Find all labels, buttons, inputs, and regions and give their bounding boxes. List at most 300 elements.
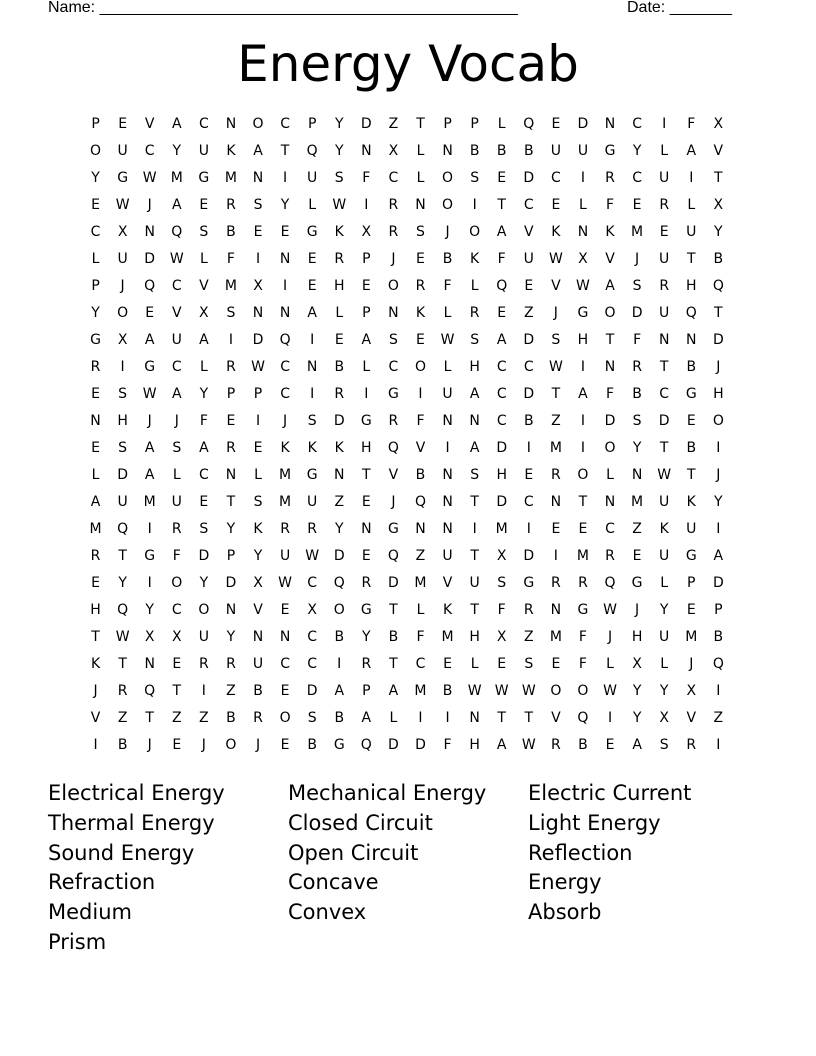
grid-letter: U bbox=[198, 629, 209, 645]
grid-letter: A bbox=[144, 440, 155, 456]
grid-letter: N bbox=[686, 332, 697, 348]
grid-letter: Z bbox=[334, 494, 345, 510]
grid-letter: I bbox=[472, 521, 477, 537]
grid-letter: A bbox=[171, 386, 182, 402]
grid-letter: N bbox=[361, 143, 372, 159]
grid-letter: N bbox=[144, 224, 155, 240]
grid-letter: A bbox=[199, 332, 209, 348]
grid-letter: V bbox=[253, 602, 263, 618]
grid-letter: I bbox=[662, 116, 667, 132]
grid-letter: C bbox=[605, 521, 615, 537]
grid-letter: D bbox=[712, 332, 724, 348]
grid-letter: R bbox=[226, 197, 236, 213]
grid-letter: N bbox=[334, 467, 345, 483]
grid-letter: F bbox=[578, 629, 587, 645]
grid-letter: M bbox=[549, 629, 562, 645]
grid-letter: I bbox=[147, 575, 152, 591]
grid-letter: N bbox=[604, 116, 616, 132]
grid-letter: P bbox=[687, 575, 696, 591]
grid-letter: Y bbox=[91, 305, 100, 321]
grid-letter: T bbox=[416, 116, 425, 132]
grid-letter: C bbox=[523, 494, 534, 510]
grid-letter: V bbox=[551, 710, 561, 726]
grid-row bbox=[82, 165, 732, 192]
grid-letter: D bbox=[144, 251, 156, 267]
grid-letter: W bbox=[548, 359, 563, 375]
grid-letter: N bbox=[577, 224, 589, 240]
grid-letter: G bbox=[604, 143, 616, 159]
grid-letter: N bbox=[469, 710, 480, 726]
grid-letter: T bbox=[172, 683, 182, 699]
grid-letter: V bbox=[199, 278, 209, 294]
grid-letter: A bbox=[686, 143, 697, 159]
grid-letter: N bbox=[90, 413, 101, 429]
grid-letter: K bbox=[686, 494, 696, 510]
grid-letter: J bbox=[689, 656, 694, 672]
grid-letter: Y bbox=[632, 143, 642, 159]
word-list-item: Medium bbox=[48, 900, 132, 925]
grid-letter: B bbox=[226, 710, 236, 726]
word-list-item: Closed Circuit bbox=[288, 810, 433, 835]
grid-letter: N bbox=[361, 521, 372, 537]
grid-letter: Y bbox=[172, 143, 182, 159]
grid-letter: G bbox=[360, 413, 372, 429]
grid-letter: O bbox=[712, 413, 724, 429]
grid-letter: O bbox=[442, 170, 454, 186]
grid-letter: B bbox=[523, 143, 534, 159]
grid-letter: S bbox=[524, 656, 534, 672]
grid-letter: R bbox=[90, 359, 101, 375]
grid-row bbox=[82, 354, 732, 381]
grid-letter: E bbox=[551, 116, 561, 132]
grid-letter: Y bbox=[118, 575, 127, 591]
grid-letter: D bbox=[496, 440, 508, 456]
grid-letter: E bbox=[497, 656, 507, 672]
grid-letter: N bbox=[658, 332, 670, 348]
grid-letter: V bbox=[171, 305, 182, 321]
word-list-item: Concave bbox=[288, 870, 379, 895]
grid-letter: A bbox=[496, 737, 507, 753]
grid-letter: Y bbox=[334, 116, 344, 132]
grid-letter: E bbox=[416, 332, 425, 348]
grid-letter: S bbox=[388, 332, 398, 348]
grid-letter: U bbox=[117, 251, 128, 267]
grid-letter: D bbox=[360, 116, 372, 132]
grid-letter: C bbox=[171, 278, 182, 294]
grid-letter: H bbox=[577, 332, 589, 348]
grid-letter: X bbox=[713, 116, 724, 132]
grid-letter: P bbox=[91, 116, 100, 132]
grid-letter: N bbox=[550, 494, 562, 510]
grid-letter: J bbox=[391, 251, 396, 267]
grid-letter: J bbox=[607, 629, 613, 645]
word-list-item: Convex bbox=[288, 900, 367, 925]
grid-letter: C bbox=[280, 386, 290, 402]
grid-letter: K bbox=[334, 224, 344, 240]
grid-letter: D bbox=[577, 116, 589, 132]
grid-letter: D bbox=[523, 386, 535, 402]
grid-letter: L bbox=[470, 656, 479, 672]
grid-letter: S bbox=[199, 521, 209, 537]
grid-row bbox=[82, 489, 732, 516]
grid-letter: I bbox=[526, 440, 531, 456]
grid-letter: Q bbox=[117, 521, 129, 537]
grid-letter: Z bbox=[171, 710, 182, 726]
grid-letter: S bbox=[632, 278, 642, 294]
word-list-item: Sound Energy bbox=[48, 840, 195, 865]
grid-letter: C bbox=[659, 386, 670, 402]
grid-letter: C bbox=[280, 116, 290, 132]
grid-letter: A bbox=[632, 737, 642, 753]
grid-letter: M bbox=[224, 278, 237, 294]
grid-letter: Y bbox=[632, 683, 642, 699]
grid-letter: H bbox=[90, 602, 101, 618]
grid-letter: J bbox=[93, 683, 98, 699]
grid-letter: L bbox=[308, 197, 317, 213]
grid-letter: E bbox=[524, 467, 534, 483]
grid-letter: R bbox=[605, 548, 615, 564]
grid-letter: I bbox=[93, 737, 98, 753]
grid-letter: E bbox=[524, 278, 534, 294]
grid-letter: Z bbox=[226, 683, 236, 699]
grid-letter: E bbox=[118, 116, 128, 132]
grid-letter: L bbox=[660, 143, 669, 159]
grid-letter: J bbox=[174, 413, 179, 429]
grid-letter: L bbox=[579, 197, 587, 213]
grid-letter: H bbox=[713, 386, 724, 402]
grid-letter: A bbox=[605, 278, 615, 294]
grid-letter: C bbox=[632, 170, 642, 186]
grid-letter: T bbox=[605, 332, 615, 348]
grid-letter: P bbox=[91, 278, 100, 294]
grid-letter: G bbox=[631, 575, 643, 591]
grid-letter: F bbox=[199, 413, 208, 429]
grid-letter: I bbox=[418, 386, 423, 402]
grid-letter: Q bbox=[333, 575, 345, 591]
grid-letter: Z bbox=[551, 413, 561, 429]
grid-letter: K bbox=[307, 440, 317, 456]
grid-letter: J bbox=[445, 224, 450, 240]
grid-letter: R bbox=[198, 656, 209, 672]
grid-letter: M bbox=[414, 575, 427, 591]
grid-letter: V bbox=[686, 710, 697, 726]
grid-letter: D bbox=[306, 683, 318, 699]
grid-letter: T bbox=[470, 602, 479, 618]
grid-letter: R bbox=[686, 737, 697, 753]
grid-letter: V bbox=[90, 710, 101, 726]
grid-letter: Q bbox=[144, 278, 156, 294]
grid-letter: G bbox=[387, 386, 399, 402]
grid-letter: M bbox=[549, 440, 562, 456]
grid-letter: F bbox=[443, 278, 452, 294]
grid-letter: Y bbox=[334, 143, 344, 159]
grid-letter: P bbox=[714, 602, 723, 618]
grid-letter: E bbox=[253, 224, 263, 240]
grid-letter: S bbox=[470, 332, 480, 348]
grid-row bbox=[82, 300, 732, 327]
grid-letter: A bbox=[171, 197, 182, 213]
grid-letter: B bbox=[117, 737, 128, 753]
grid-letter: E bbox=[91, 440, 100, 456]
grid-letter: B bbox=[253, 683, 263, 699]
date-field[interactable]: Date: _______ bbox=[627, 0, 732, 16]
grid-letter: K bbox=[415, 305, 426, 321]
grid-letter: W bbox=[115, 197, 130, 213]
grid-letter: N bbox=[225, 602, 237, 618]
grid-letter: U bbox=[577, 143, 589, 159]
grid-letter: Z bbox=[415, 548, 426, 564]
grid-letter: S bbox=[118, 386, 128, 402]
grid-letter: M bbox=[224, 170, 237, 186]
grid-letter: E bbox=[551, 656, 561, 672]
grid-letter: F bbox=[416, 629, 425, 645]
grid-letter: U bbox=[442, 386, 453, 402]
word-list-item: Mechanical Energy bbox=[288, 781, 487, 805]
grid-letter: L bbox=[443, 359, 452, 375]
grid-letter: V bbox=[415, 440, 426, 456]
grid-letter: N bbox=[442, 413, 453, 429]
grid-letter: E bbox=[172, 656, 182, 672]
grid-letter: E bbox=[253, 440, 263, 456]
grid-letter: R bbox=[551, 575, 561, 591]
grid-letter: J bbox=[716, 359, 721, 375]
grid-letter: X bbox=[117, 332, 128, 348]
grid-letter: R bbox=[632, 359, 642, 375]
grid-letter: G bbox=[577, 602, 589, 618]
grid-letter: E bbox=[686, 413, 696, 429]
grid-letter: K bbox=[334, 440, 344, 456]
grid-letter: E bbox=[659, 224, 669, 240]
grid-letter: Y bbox=[659, 683, 669, 699]
grid-letter: F bbox=[497, 602, 506, 618]
grid-letter: E bbox=[199, 494, 209, 510]
grid-letter: R bbox=[523, 602, 534, 618]
grid-letter: F bbox=[687, 116, 696, 132]
grid-letter: Y bbox=[91, 170, 100, 186]
grid-letter: I bbox=[716, 521, 721, 537]
grid-letter: S bbox=[497, 575, 507, 591]
name-field[interactable]: Name: _______________________________________________ bbox=[48, 0, 518, 16]
grid-letter: L bbox=[660, 575, 669, 591]
grid-letter: Z bbox=[523, 305, 534, 321]
grid-letter: Q bbox=[279, 332, 291, 348]
grid-letter: I bbox=[310, 332, 315, 348]
grid-row bbox=[82, 651, 732, 678]
grid-letter: T bbox=[470, 494, 479, 510]
grid-letter: O bbox=[117, 305, 129, 321]
grid-letter: U bbox=[307, 170, 318, 186]
grid-letter: N bbox=[388, 305, 399, 321]
grid-letter: R bbox=[551, 467, 561, 483]
grid-letter: B bbox=[415, 467, 426, 483]
grid-letter: A bbox=[361, 710, 372, 726]
grid-letter: P bbox=[226, 548, 236, 564]
word-list-item: Open Circuit bbox=[288, 840, 419, 865]
grid-letter: V bbox=[551, 278, 561, 294]
grid-letter: W bbox=[521, 737, 536, 753]
grid-letter: C bbox=[388, 170, 399, 186]
grid-letter: E bbox=[361, 548, 371, 564]
grid-letter: I bbox=[580, 440, 586, 456]
grid-row bbox=[82, 543, 732, 570]
grid-letter: R bbox=[415, 278, 426, 294]
grid-letter: G bbox=[685, 548, 697, 564]
word-column-1 bbox=[48, 779, 225, 958]
grid-letter: N bbox=[442, 521, 453, 537]
grid-letter: D bbox=[198, 548, 210, 564]
word-column-2 bbox=[288, 779, 486, 928]
grid-letter: W bbox=[467, 683, 482, 699]
grid-letter: T bbox=[145, 710, 154, 726]
grid-letter: E bbox=[280, 602, 290, 618]
grid-letter: Z bbox=[199, 710, 209, 726]
grid-letter: B bbox=[442, 683, 453, 699]
grid-letter: Q bbox=[414, 494, 426, 510]
grid-letter: Z bbox=[632, 521, 642, 537]
grid-letter: M bbox=[631, 224, 644, 240]
grid-letter: I bbox=[716, 440, 721, 456]
grid-letter: C bbox=[632, 116, 642, 132]
grid-letter: L bbox=[91, 251, 100, 267]
grid-letter: E bbox=[686, 602, 696, 618]
grid-letter: X bbox=[361, 224, 372, 240]
grid-letter: K bbox=[470, 251, 480, 267]
grid-letter: I bbox=[580, 359, 586, 375]
grid-letter: C bbox=[198, 116, 209, 132]
grid-letter: R bbox=[578, 575, 588, 591]
grid-letter: S bbox=[334, 170, 344, 186]
grid-letter: O bbox=[198, 602, 210, 618]
grid-letter: U bbox=[659, 305, 670, 321]
grid-letter: O bbox=[577, 467, 589, 483]
grid-letter: T bbox=[362, 467, 371, 483]
grid-letter: Y bbox=[632, 710, 642, 726]
grid-letter: S bbox=[226, 305, 236, 321]
grid-letter: A bbox=[361, 332, 372, 348]
grid-letter: X bbox=[659, 710, 669, 726]
grid-letter: L bbox=[416, 602, 425, 618]
grid-letter: A bbox=[388, 683, 399, 699]
grid-letter: M bbox=[495, 521, 508, 537]
grid-letter: O bbox=[90, 143, 102, 159]
grid-letter: X bbox=[117, 224, 128, 240]
grid-letter: W bbox=[305, 548, 320, 564]
grid-letter: R bbox=[659, 278, 670, 294]
grid-letter: L bbox=[335, 305, 344, 321]
grid-letter: A bbox=[90, 494, 101, 510]
grid-letter: Y bbox=[714, 494, 723, 510]
grid-letter: V bbox=[605, 251, 615, 267]
grid-letter: N bbox=[225, 116, 237, 132]
grid-letter: H bbox=[631, 629, 643, 645]
grid-letter: Z bbox=[713, 710, 724, 726]
grid-row bbox=[82, 246, 732, 273]
grid-letter: W bbox=[332, 197, 347, 213]
grid-letter: D bbox=[523, 170, 535, 186]
grid-letter: C bbox=[523, 197, 534, 213]
grid-letter: E bbox=[578, 521, 588, 537]
grid-letter: Q bbox=[171, 224, 183, 240]
grid-letter: G bbox=[360, 602, 372, 618]
grid-letter: C bbox=[307, 656, 318, 672]
word-list-item: Electrical Energy bbox=[48, 781, 225, 805]
grid-letter: J bbox=[255, 737, 261, 753]
grid-letter: B bbox=[226, 224, 236, 240]
grid-letter: L bbox=[254, 467, 262, 483]
grid-row bbox=[82, 327, 732, 354]
grid-letter: I bbox=[580, 170, 586, 186]
grid-letter: Z bbox=[117, 710, 128, 726]
grid-letter: C bbox=[496, 359, 507, 375]
grid-letter: U bbox=[279, 548, 291, 564]
grid-letter: E bbox=[280, 683, 290, 699]
grid-letter: R bbox=[171, 521, 182, 537]
grid-letter: D bbox=[658, 413, 670, 429]
grid-row bbox=[82, 138, 732, 165]
grid-letter: T bbox=[551, 386, 561, 402]
grid-letter: A bbox=[334, 683, 345, 699]
grid-letter: O bbox=[604, 305, 616, 321]
grid-letter: N bbox=[252, 305, 264, 321]
grid-letter: Q bbox=[685, 305, 697, 321]
grid-letter: I bbox=[580, 413, 586, 429]
grid-letter: I bbox=[445, 440, 450, 456]
grid-letter: W bbox=[251, 359, 265, 375]
grid-letter: A bbox=[253, 143, 263, 159]
grid-letter: I bbox=[553, 548, 558, 564]
grid-letter: U bbox=[659, 494, 670, 510]
grid-letter: R bbox=[226, 656, 236, 672]
grid-letter: O bbox=[550, 683, 562, 699]
grid-row bbox=[82, 219, 732, 246]
grid-row bbox=[82, 408, 732, 435]
grid-letter: R bbox=[90, 548, 101, 564]
grid-letter: P bbox=[443, 116, 452, 132]
grid-letter: Q bbox=[387, 548, 399, 564]
grid-letter: S bbox=[253, 197, 263, 213]
grid-letter: H bbox=[117, 413, 128, 429]
grid-letter: G bbox=[90, 332, 101, 348]
grid-letter: L bbox=[199, 359, 208, 375]
grid-letter: I bbox=[310, 386, 315, 402]
grid-letter: G bbox=[523, 575, 535, 591]
grid-letter: I bbox=[364, 386, 369, 402]
grid-letter: E bbox=[307, 278, 317, 294]
grid-letter: E bbox=[334, 332, 344, 348]
grid-letter: M bbox=[89, 521, 102, 537]
grid-letter: Y bbox=[659, 602, 669, 618]
grid-letter: O bbox=[604, 440, 616, 456]
grid-letter: S bbox=[632, 413, 642, 429]
word-list-item: Thermal Energy bbox=[48, 810, 215, 835]
grid-letter: E bbox=[226, 413, 236, 429]
grid-letter: I bbox=[228, 332, 233, 348]
grid-letter: I bbox=[526, 521, 531, 537]
grid-letter: W bbox=[548, 251, 563, 267]
grid-letter: X bbox=[713, 197, 724, 213]
grid-letter: Y bbox=[253, 548, 263, 564]
grid-letter: M bbox=[279, 467, 292, 483]
grid-letter: T bbox=[118, 548, 127, 564]
grid-letter: C bbox=[171, 359, 182, 375]
grid-letter: L bbox=[416, 143, 425, 159]
grid-letter: W bbox=[142, 386, 157, 402]
grid-letter: E bbox=[307, 251, 317, 267]
grid-letter: H bbox=[469, 737, 480, 753]
grid-letter: L bbox=[606, 467, 614, 483]
grid-letter: F bbox=[362, 170, 371, 186]
grid-letter: R bbox=[388, 413, 399, 429]
